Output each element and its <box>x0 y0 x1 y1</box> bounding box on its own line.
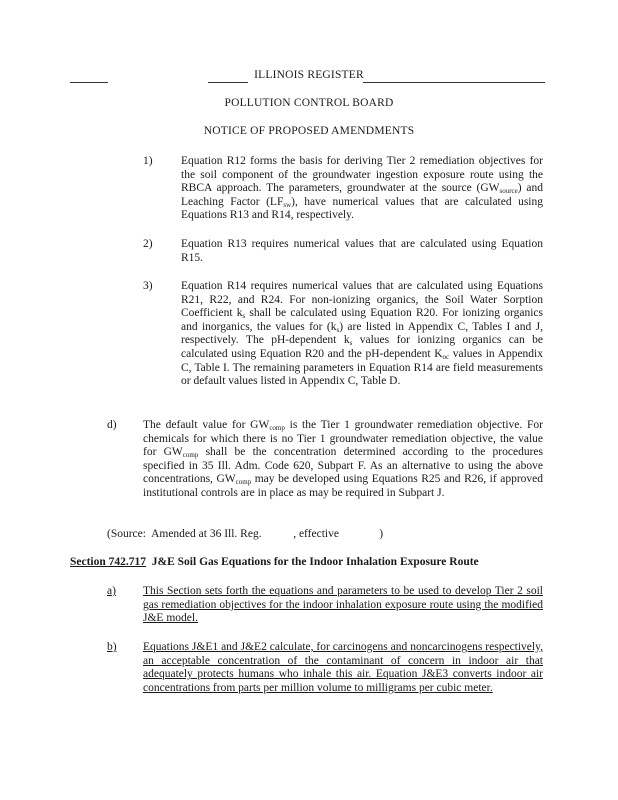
subsection-b-text: Equations J&E1 and J&E2 calculate, for carcinogens and noncarcinogens respectively, an acceptable concentration of the contaminant of concern in indoor air that adequately protects humans who inhale this air. Equation J&E3 converts indoor air concentrations from parts per million volume to milligrams per cubic meter. <box>143 641 543 694</box>
board-name: POLLUTION CONTROL BOARD <box>224 97 394 109</box>
item-2-text: Equation R13 requires numerical values that are calculated using Equation R15. <box>181 238 543 264</box>
subsection-a-label: a) <box>107 585 116 597</box>
section-number: Section 742.717 <box>70 556 147 568</box>
item-d-label: d) <box>107 419 117 431</box>
notice-title: NOTICE OF PROPOSED AMENDMENTS <box>203 125 415 137</box>
section-heading <box>70 556 479 568</box>
item-3-label: 3) <box>143 280 153 292</box>
register-title: ILLINOIS REGISTER <box>254 69 364 81</box>
item-1-text: Equation R12 forms the basis for deriving Tier 2 remediation objectives for the soil component of the groundwater ingestion exposure route using the RBCA approach. The parameters, groundwater at the source $(GW_{source})$ and Leaching Factor $(LF_{sw})$, have numerical values that are calculated using Equations R13 and R14, respectively. <box>181 155 544 222</box>
source-note: (Source: Amended at 36 Ill. Reg. , effective ) <box>107 528 384 540</box>
header-rule-left <box>70 82 108 83</box>
header-rule-right <box>363 82 545 83</box>
item-d-text: The default value for $GW_{comp}$ is the Tier 1 groundwater remediation objective. For chemicals for which there is no Tier 1 groundwater remediation objective, the value for $GW_{comp}$ shall be the concentration determined according to the procedures specified in 35 Ill. Adm. Code 620, Subpart F. As an alternative to using the above concentrations, $GW_{comp}$ may be developed using Equations R25 and R26, if approved institutional controls are in place as may be required in Subpart J. <box>143 419 544 499</box>
section-title: J&E Soil Gas Equations for the Indoor Inhalation Exposure Route <box>151 556 479 568</box>
item-2-label: 2) <box>143 238 153 250</box>
subsection-b-label: b) <box>107 641 117 653</box>
subsection-a-text: This Section sets forth the equations and parameters to be used to develop Tier 2 soil gas remediation objectives for the indoor inhalation exposure route using the modified J&E model. <box>143 585 543 625</box>
item-1-label: 1) <box>143 155 153 167</box>
item-3-text: Equation R14 requires numerical values that are calculated using Equations R21, R22, and R24. For non-ionizing organics, the Soil Water Sorption Coefficient $k_s$ shall be calculated using Equation R20. For ionizing organics and inorganics, the values for $(k_s)$ are listed in Appendix C, Tables I and J, respectively. The pH-dependent $k_s$ values for ionizing organics can be calculated using Equation R20 and the pH-dependent $K_{oc}$ values in Appendix C, Table I. The remaining parameters in Equation R14 are field measurements or default values listed in Appendix C, Table D. <box>181 280 543 388</box>
header-rule-middle <box>208 82 248 83</box>
